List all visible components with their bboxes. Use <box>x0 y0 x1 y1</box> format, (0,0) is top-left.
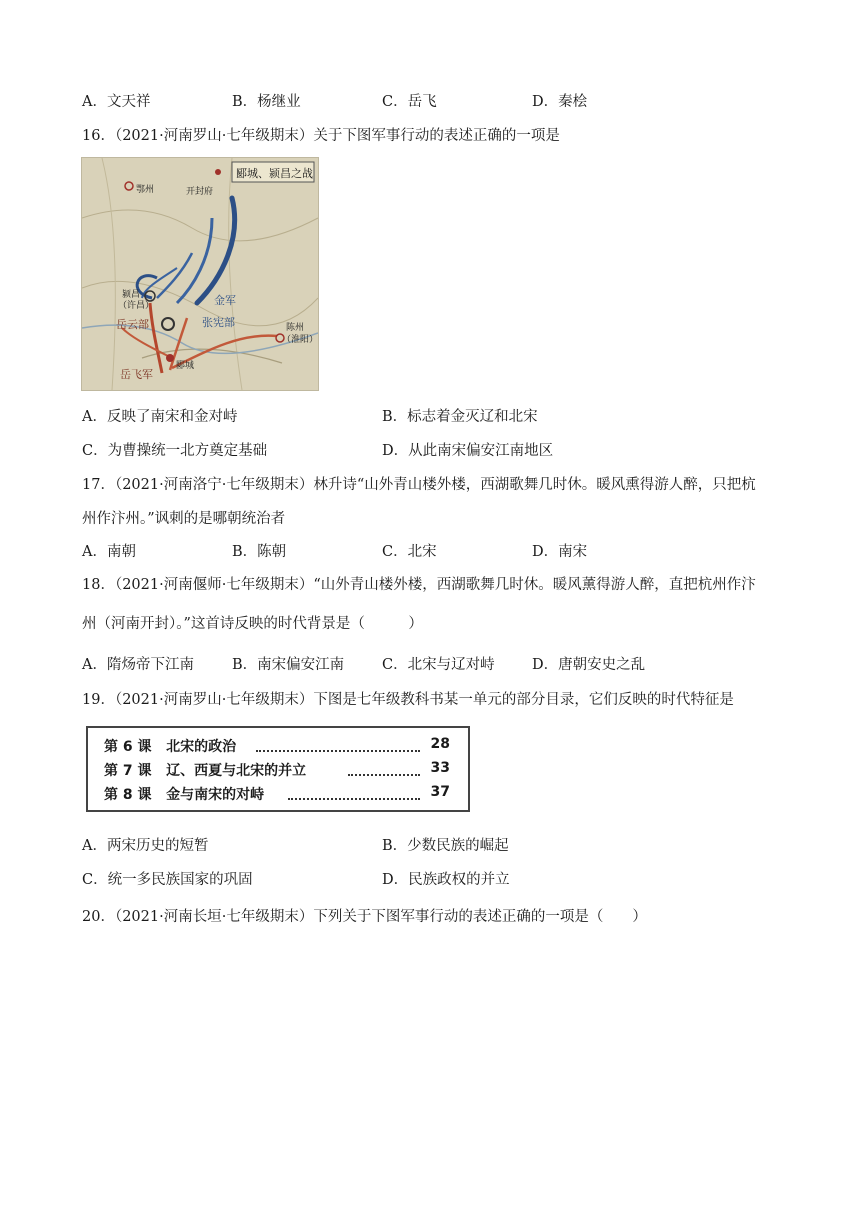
map-label-xuchang: （许昌） <box>118 301 155 311</box>
q17-stem-line1: 17．（2021·河南洛宁·七年级期末）林升诗“山外青山楼外楼，西湖歌舞几时休。暖风熏得游人醉，只把杭 <box>82 477 756 493</box>
map-label-huaiyang: （淮阳） <box>282 335 319 345</box>
toc-page: 37 <box>430 784 450 800</box>
toc-page: 33 <box>430 760 450 776</box>
toc-lesson: 第 6 课 <box>104 739 152 755</box>
q17-option-c: C．北宋 <box>382 544 437 560</box>
toc-row <box>104 760 306 780</box>
toc-leader <box>256 750 420 752</box>
q16-option-b: B．标志着金灭辽和北宋 <box>382 409 538 425</box>
map-label-kaifeng: 开封府 <box>186 187 214 197</box>
q18-option-c: C．北宋与辽对峙 <box>382 657 495 673</box>
toc-title: 金与南宋的对峙 <box>166 787 265 803</box>
q20-stem: 20．（2021·河南长垣·七年级期末）下列关于下图军事行动的表述正确的一项是（ ） <box>82 909 647 925</box>
q18-option-d: D．唐朝安史之乱 <box>532 657 646 673</box>
q19-option-d: D．民族政权的并立 <box>382 872 510 888</box>
map-title: 郾城、颍昌之战 <box>236 167 313 180</box>
q15-option-a: A．文天祥 <box>82 94 151 110</box>
toc-lesson: 第 7 课 <box>104 763 152 779</box>
q16-option-a: A．反映了南宋和金对峙 <box>82 409 238 425</box>
q15-option-d: D．秦桧 <box>532 94 588 110</box>
q16-stem: 16．（2021·河南罗山·七年级期末）关于下图军事行动的表述正确的一项是 <box>82 128 560 144</box>
q19-option-c: C．统一多民族国家的巩固 <box>82 872 253 888</box>
q15-option-b: B．杨继业 <box>232 94 301 110</box>
toc-title: 北宋的政治 <box>166 739 237 755</box>
map-label-zhangxian: 张宪部 <box>202 316 235 329</box>
q17-option-a: A．南朝 <box>82 544 136 560</box>
toc-leader <box>348 774 420 776</box>
q18-option-b: B．南宋偏安江南 <box>232 657 345 673</box>
q18-stem-line1: 18．（2021·河南偃师·七年级期末）“山外青山楼外楼，西湖歌舞几时休。暖风薰得游人醉，直把杭州作汴 <box>82 577 756 593</box>
map-label-yancheng: 郾城 <box>176 361 195 371</box>
textbook-toc <box>86 726 470 812</box>
q17-option-b: B．陈朝 <box>232 544 287 560</box>
map-label-chenzhou: 陈州 <box>286 323 305 333</box>
q15-option-c: C．岳飞 <box>382 94 437 110</box>
map-label-yuefei-army: 岳飞军 <box>120 368 153 381</box>
toc-leader <box>288 798 420 800</box>
q19-option-b: B．少数民族的崛起 <box>382 838 509 854</box>
map-label-yueyun: 岳云部 <box>116 318 149 331</box>
q19-option-a: A．两宋历史的短暂 <box>82 838 209 854</box>
toc-row <box>104 784 264 804</box>
q19-stem: 19．（2021·河南罗山·七年级期末）下图是七年级教科书某一单元的部分目录，它们反映的时代特征是 <box>82 692 734 708</box>
map-label-ezhou: 鄂州 <box>136 185 155 195</box>
q16-option-d: D．从此南宋偏安江南地区 <box>382 443 554 459</box>
toc-lesson: 第 8 课 <box>104 787 152 803</box>
q18-option-a: A．隋炀帝下江南 <box>82 657 194 673</box>
map-label-jin-army: 金军 <box>214 294 236 307</box>
toc-title: 辽、西夏与北宋的并立 <box>166 763 307 779</box>
q17-option-d: D．南宋 <box>532 544 588 560</box>
q18-stem-line2: 州（河南开封）。”这首诗反映的时代背景是（ ） <box>82 616 423 632</box>
q17-stem-line2: 州作汴州。”讽刺的是哪朝统治者 <box>82 511 286 527</box>
toc-row <box>104 736 236 756</box>
q16-option-c: C．为曹操统一北方奠定基础 <box>82 443 268 459</box>
map-label-yingchang: 颍昌 <box>122 290 141 300</box>
battle-map <box>81 157 319 391</box>
toc-page: 28 <box>430 736 450 752</box>
